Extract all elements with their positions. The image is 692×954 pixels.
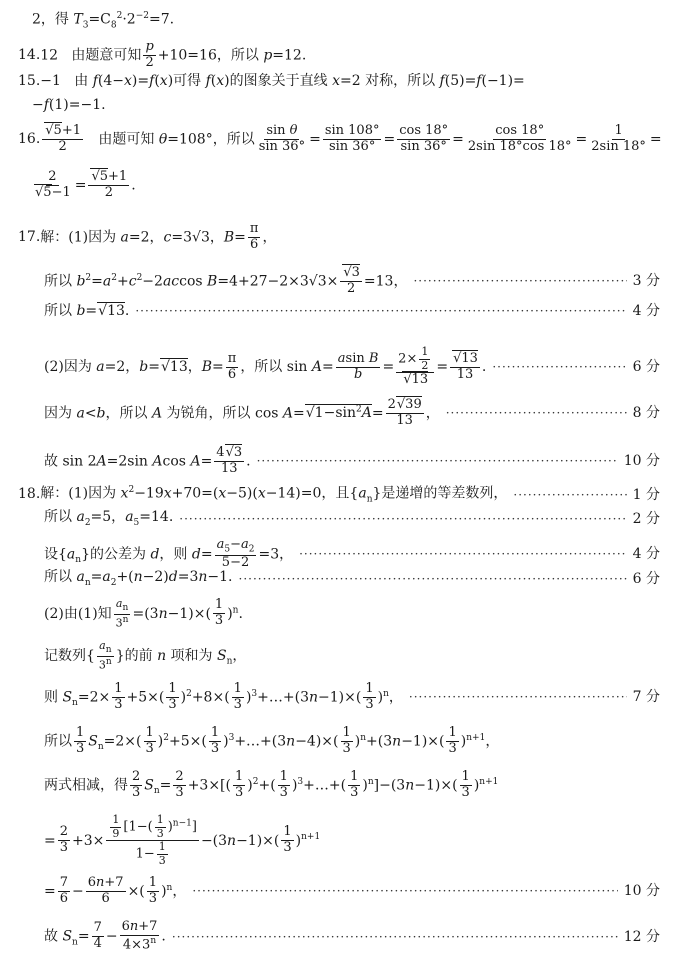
points-q18f: 7 分 — [632, 689, 660, 706]
points-q18b: 4 分 — [632, 546, 660, 563]
points-q18j: 10 分 — [623, 883, 660, 900]
line-q18: 18.解：(1)因为 $x^2-19x+70=(x-5)(x-14)=0$，且$\{a_n\}$是递增的等差数列， ····· 1 分 — [18, 486, 660, 504]
points-q18k: 12 分 — [623, 928, 660, 945]
line-q16a: 16. $\frac{√5+1}{2}$ 由题可知 θ=108°，所以 $\frac{\text{sin θ}}{\sin 36^\circ}$ = $\frac{\sin 108^\circ}{\sin 36^\circ}$ = $\frac{\cos 18^\circ}{\sin 36^\circ}$ = $\frac{\cos 18^\circ}{2\sin 18^\circ\cos 18^\circ}$ = $\frac{1}{2\sin 18^\circ}$ = — [18, 123, 662, 154]
line-q18i: = $\frac{2}{3}$ +3× $\frac{1}{9}$ [1−( $\frac{1}{3}$ )$^{n-1}$] 1− $\frac{1}{3}$ −(3n−1)×( $\frac{1}{3}$ )$^{n+1}$ — [44, 813, 321, 867]
points-q18c: 6 分 — [632, 570, 660, 587]
line-q18d: (2)由(1)知 $\frac{a_n}{3^n}$ =(3n−1)×( $\frac{1}{3}$ )$^n$. — [44, 597, 243, 630]
line-q16b: $\frac{2}{√5-1}$ = $\frac{√5+1}{2}$ . — [35, 169, 136, 200]
line-q17c: (2)因为 a=2，b=√13，B= $\frac{\pi}{6}$ ，所以 sin A= $\frac{\text{asin B}}{b}$ = 2× $\frac{1}{2}$ √13 = $\frac{√13}{13}$ . ····· 6 分 — [44, 346, 660, 388]
line-q18k: 故 $S_n=$ $\frac{7}{4}$ − $\frac{6n+7}{4\times 3^n}$ . ····· 12 分 — [44, 920, 660, 953]
points-q17b: 4 分 — [632, 303, 660, 319]
points-q17e: 10 分 — [623, 453, 660, 470]
line-q18j: = $\frac{7}{6}$ − $\frac{6n+7}{6}$ ×( $\frac{1}{3}$ )$^n$， ····· 10 分 — [44, 876, 660, 907]
line-q18h: 两式相减，得 $\frac{2}{3}$ $S_n=$ $\frac{2}{3}$ +3×[( $\frac{1}{3}$ )$^2$+( $\frac{1}{3}$ )$^3$+…+( $\frac{1}{3}$ )$^n$]−(3n−1)×( $\frac{1}{3}$ )$^{n+1}$ — [44, 769, 499, 800]
points-q18: 1 分 — [632, 487, 660, 504]
line-q17e: 故 sin 2A=2sin Acos A= $\frac{4√3}{13}$ . ····· 10 分 — [44, 446, 660, 477]
line-q13-end: 2，得 $T_3=C_8^2\cdot 2^{-2}=7$. — [32, 11, 175, 31]
points-q17c: 6 分 — [632, 359, 660, 376]
line-q15b: −f(1)=−1. — [32, 97, 106, 113]
line-q17d: 因为 a<b，所以 A 为锐角，所以 $\cos A=√1-\sin^2A=$ $\frac{2√39}{13}$ ， ····· 8 分 — [44, 398, 660, 429]
line-q18a: 所以 $a_2=5$，$a_5=14$. ····· 2 分 — [44, 510, 660, 528]
line-q18f: 则 $S_n=2\times$ $\frac{1}{3}$ +5×( $\frac{1}{3}$ )$^2$+8×( $\frac{1}{3}$ )$^3$+…+(3n−1)×( $\frac{1}{3}$ )$^n$， ····· 7 分 — [44, 682, 660, 713]
line-q18c: 所以 $a_n=a_2+(n-2)d=3n-1$. ····· 6 分 — [44, 570, 660, 588]
points-q17d: 8 分 — [632, 405, 660, 422]
line-q17a: 所以 $b^2=a^2+c^2-2accos$ B=4+27−2×3√3× $\frac{√3}{2}$ =13， ····· 3 分 — [44, 266, 660, 297]
line-q14: 14.12 由题意可知 $\frac{p}{2}$ +10=16，所以 p=12. — [18, 39, 307, 70]
line-q17: 17.解：(1)因为 a=2，c=3√3，B= $\frac{\pi}{6}$ ， — [18, 221, 277, 252]
line-q18e: 记数列{ $\frac{a_n}{3^n}$ }的前 n 项和为 $S_n$， — [44, 639, 247, 672]
points-q18a: 2 分 — [632, 510, 660, 527]
line-q18b: 设$\{a_n\}$的公差为 d，则 d= $\frac{a_5-a_2}{5-2}$ =3， ····· 4 分 — [44, 538, 660, 571]
line-q15a: 15.−1 由 f(4−x)=f(x)可得 f(x)的图象关于直线 x=2 对称，所以 f(5)=f(−1)= — [18, 73, 525, 89]
line-q17b: 所以 b=√13. ····· 4 分 — [44, 304, 660, 318]
points-q17a: 3 分 — [632, 273, 660, 290]
line-q18g: 所以 $\frac{1}{3}$ $S_n=2\times$( $\frac{1}{3}$ )$^2$+5×( $\frac{1}{3}$ )$^3$+…+(3n−4)×( $\frac{1}{3}$ )$^n$+(3n−1)×( $\frac{1}{3}$ )$^{n+1}$， — [44, 725, 500, 756]
